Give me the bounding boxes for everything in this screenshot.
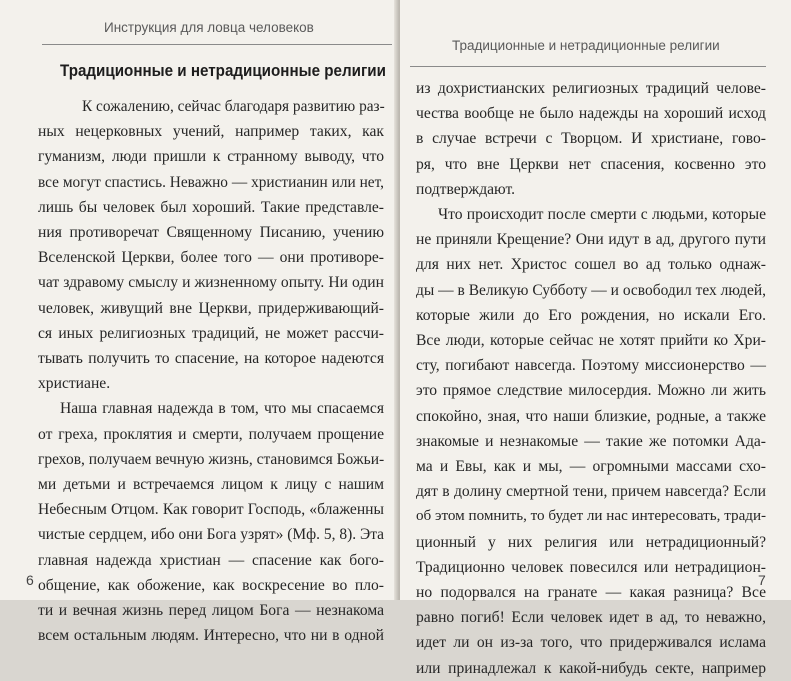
text-line: ма и Евы, как и мы, — огромными массами схо- (416, 458, 766, 476)
text-line: подтверждают. (416, 180, 516, 198)
text-line: равно погиб! Если человек идет в ад, то неважно, (416, 609, 766, 627)
text-line: сту, погибают навсегда. Поэтому миссионерство — (416, 357, 766, 375)
text-line: христиане. (38, 375, 111, 393)
text-line: знакомые и незнакомые — такие же потомки Ада- (416, 432, 766, 450)
text-line: дят в долину смертной тени, причем навсегда? Если (416, 483, 766, 501)
text-line: ся иных религиозных традиций, не может рассчи- (38, 324, 384, 342)
text-line: ния противоречат Священному Писанию, учению (38, 224, 384, 242)
text-line: ми детьми и встречаемся лицом к лицу с нашим (38, 476, 384, 494)
text-line: лишь бы человек был хороший. Такие представле- (38, 198, 384, 216)
right-page-number: 7 (758, 572, 766, 588)
left-page (0, 0, 398, 645)
text-line: об этом помнить, то будет ли нас интересовать, тради- (416, 508, 767, 525)
text-line: ря, что вне Церкви нет спасения, косвенно это (416, 155, 766, 173)
text-line: Наша главная надежда в том, что мы спасаемся (60, 400, 384, 418)
text-line: все могут спастись. Неважно — христианин или нет, (38, 173, 384, 191)
chapter-title: Традиционные и нетрадиционные религии (60, 62, 386, 80)
text-line: грехов, получаем вечную жизнь, становимся Божьи- (38, 450, 385, 468)
text-line: Небесным Отцом. Как говорит Господь, «блаженны (38, 501, 384, 519)
left-running-head: Инструкция для ловца человеков (104, 20, 314, 35)
left-body-text (38, 94, 384, 648)
right-body-text (416, 76, 766, 681)
text-line: ти и вечная жизнь перед лицом Бога — незнакома (38, 602, 384, 620)
text-line: человек, живущий вне Церкви, придерживающий- (38, 299, 384, 317)
right-page (400, 0, 791, 677)
text-line: Вселенской Церкви, более того — они противоре- (38, 249, 384, 267)
text-line: чистые сердцем, ибо они Бога узрят» (Мф. 5, 8). Эта (38, 526, 384, 544)
left-header-rule (42, 44, 392, 45)
text-line: К сожалению, сейчас благодаря развитию раз- (82, 98, 385, 115)
text-line: или принадлежал к какой-нибудь секте, например (416, 659, 766, 677)
text-line: всем остальным людям. Интересно, что ни в одной (38, 627, 384, 645)
text-line: ды — в Великую Субботу — и освободил тех людей, (416, 281, 766, 299)
text-line: это прямое следствие милосердия. Можно ли жить (416, 382, 766, 400)
text-line: идет ли он из-за того, что придерживался ислама (416, 634, 766, 652)
text-line: Что происходит после смерти с людьми, которые (438, 206, 766, 224)
text-line: чат здравому смыслу и жизненному опыту. Ни один (38, 274, 384, 292)
left-page-number: 6 (26, 572, 34, 588)
text-line: гуманизм, люди пришли к странному выводу, что (38, 148, 384, 166)
text-line: Все люди, которые сейчас не хотят прийти ко Хри- (416, 332, 766, 350)
text-line: тывать получить то спасение, на которое надеются (38, 350, 384, 368)
text-line: но подорвался на гранате — какая разница? Все (416, 584, 766, 602)
text-line: главная надежда христиан — спасение как бого- (38, 551, 384, 569)
text-line: чества вообще не было надежды на хороший исход (416, 105, 766, 123)
text-line: которые жили до Его рождения, но искали Его. (416, 306, 766, 324)
text-line: не приняли Крещение? Они идут в ад, другого пути (416, 231, 766, 249)
text-line: ных нецерковных учений, например таких, как (38, 123, 384, 141)
text-line: в случае встречи с Творцом. И христиане, гово- (416, 130, 766, 148)
text-line: из дохристианских религиозных традиций челове- (416, 80, 766, 97)
text-line: общение, как обожение, как воскресение во пло- (38, 576, 384, 594)
text-line: от греха, проклятия и смерти, получаем прощение (38, 425, 384, 443)
text-line: спокойно, зная, что наши близкие, родные, а также (416, 407, 766, 425)
text-line: ционный у них религия или нетрадиционный? (416, 533, 766, 551)
right-running-head: Традиционные и нетрадиционные религии (452, 38, 720, 53)
text-line: для них нет. Христос сошел во ад только однаж- (416, 256, 766, 274)
right-header-rule (410, 66, 766, 67)
text-line: Традиционно человек повесился или нетрадицион- (416, 558, 766, 576)
